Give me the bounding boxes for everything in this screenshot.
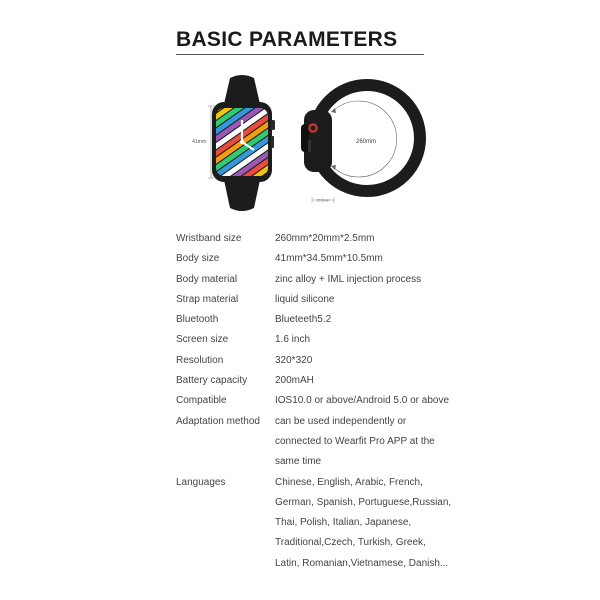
- parameter-label: Adaptation method: [176, 415, 260, 427]
- page-title: BASIC PARAMETERS: [176, 28, 398, 51]
- parameter-value-line: 1.6 inch: [275, 334, 311, 346]
- parameter-label: Resolution: [176, 354, 224, 366]
- parameter-value-line: Latin, Romanian,Vietnamese, Danish...: [275, 557, 449, 569]
- parameter-value-line: 41mm*34.5mm*10.5mm: [275, 253, 383, 265]
- parameter-row: [176, 371, 476, 391]
- strap-length-label: 260mm: [356, 139, 377, 145]
- parameter-value: [275, 391, 476, 411]
- band-width-label: 20.5mm: [316, 198, 330, 203]
- parameter-label: Bluetooth: [176, 314, 219, 326]
- parameter-value-line: can be used independently or: [275, 415, 407, 427]
- parameter-row: [176, 330, 476, 350]
- parameter-value: [275, 249, 476, 269]
- parameter-label: Compatible: [176, 395, 227, 407]
- parameter-value-line: IOS10.0 or above/Android 5.0 or above: [275, 395, 450, 407]
- parameter-row: [176, 310, 476, 330]
- parameter-row: [176, 412, 476, 473]
- parameter-value: [275, 473, 476, 574]
- parameter-value-line: Traditional,Czech, Turkish, Greek,: [275, 537, 426, 549]
- parameter-value-line: 260mm*20mm*2.5mm: [275, 233, 375, 244]
- parameter-value-line: Chinese, English, Arabic, French,: [275, 476, 423, 488]
- parameter-value-line: connected to Wearfit Pro APP at the: [275, 435, 435, 447]
- parameter-value-line: Thai, Polish, Italian, Japanese,: [275, 517, 412, 529]
- height-label: 41mm: [192, 139, 206, 145]
- parameter-value-line: 200mAH: [275, 375, 314, 387]
- parameter-row: [176, 290, 476, 310]
- parameters-table: [176, 229, 476, 574]
- parameter-value-line: 320*320: [275, 354, 313, 366]
- parameter-row: [176, 473, 476, 574]
- parameter-row: [176, 391, 476, 411]
- parameter-value: [275, 270, 476, 290]
- parameter-label: Languages: [176, 476, 226, 488]
- parameter-value-line: Blueteeth5.2: [275, 314, 332, 326]
- parameter-row: [176, 351, 476, 371]
- parameter-value-line: liquid silicone: [275, 293, 335, 305]
- parameter-value-line: zinc alloy + IML injection process: [275, 273, 422, 285]
- parameter-label: Body material: [176, 273, 238, 285]
- watch-illustration: [150, 62, 450, 222]
- parameter-value-line: same time: [275, 456, 322, 468]
- parameter-label: Screen size: [176, 334, 229, 346]
- parameter-label: Wristband size: [176, 233, 242, 244]
- parameter-row: [176, 270, 476, 290]
- title-underline: [176, 54, 424, 55]
- parameter-value: [275, 351, 476, 371]
- parameter-label: Body size: [176, 253, 220, 265]
- parameter-label: Battery capacity: [176, 375, 248, 387]
- parameter-value: [275, 330, 476, 350]
- parameter-value: [275, 229, 476, 249]
- parameter-value-line: German, Spanish, Portuguese,Russian,: [275, 496, 452, 508]
- parameter-value: [275, 290, 476, 310]
- parameter-row: [176, 249, 476, 269]
- parameter-row: [176, 229, 476, 249]
- parameter-value: [275, 412, 476, 473]
- parameter-value: [275, 310, 476, 330]
- parameter-value: [275, 371, 476, 391]
- parameter-label: Strap material: [176, 293, 239, 305]
